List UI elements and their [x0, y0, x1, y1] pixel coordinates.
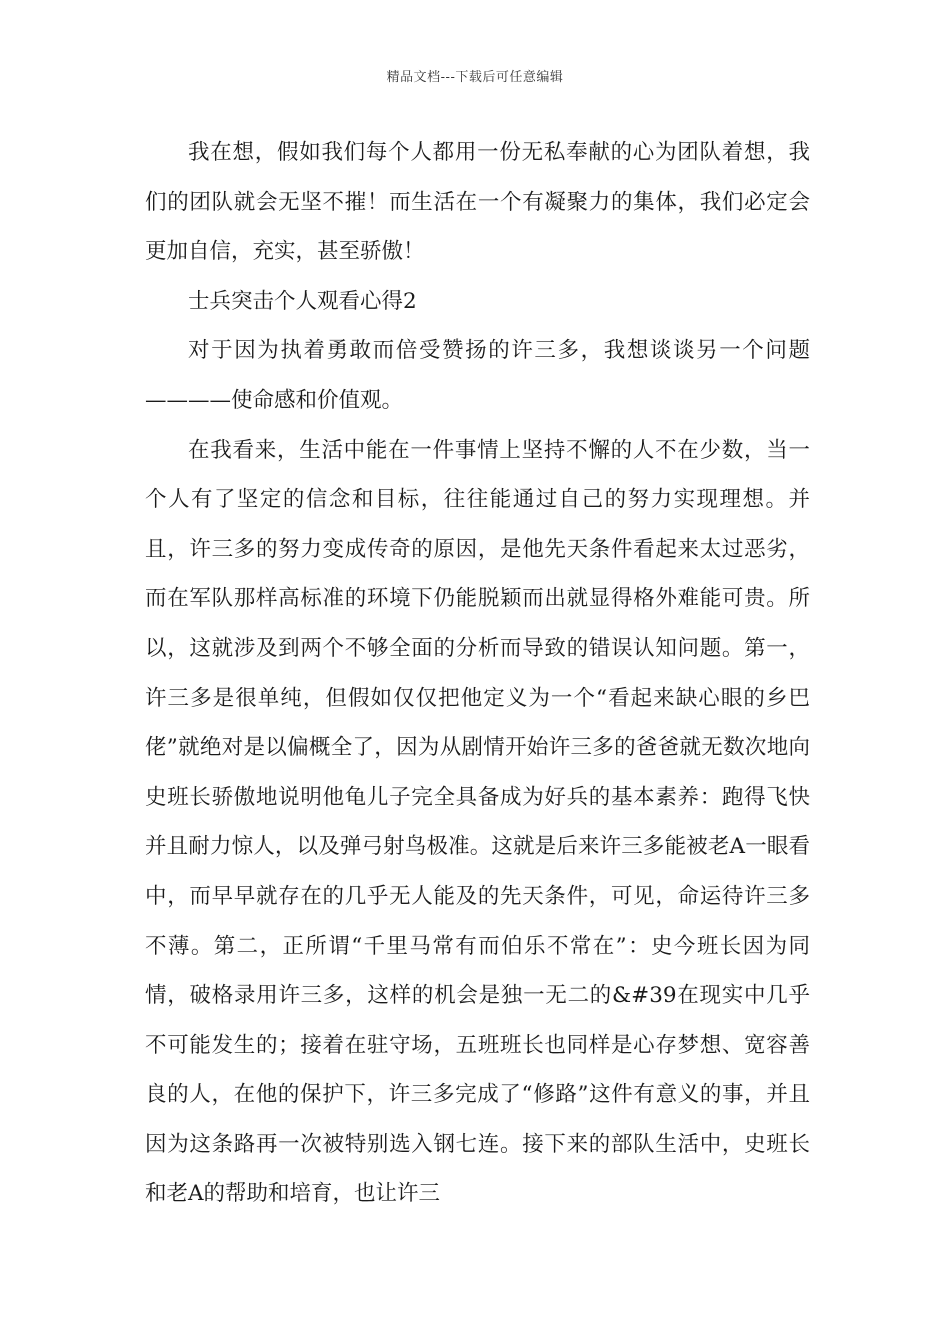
document-body — [145, 128, 810, 1219]
section-heading: 士兵突击个人观看心得2 — [188, 288, 417, 314]
page-header: 精品文档---下载后可任意编辑 — [386, 70, 564, 85]
paragraph-teamwork: 我在想，假如我们每个人都用一份无私奉献的心为团队着想，我们的团队就会无坚不摧！而生活在一个有凝聚力的集体，我们必定会更加自信，充实，甚至骄傲！ — [145, 140, 810, 265]
paragraph-intro: 对于因为执着勇敢而倍受赞扬的许三多，我想谈谈另一个问题————使命感和价值观。 — [145, 338, 810, 413]
paragraph-analysis: 在我看来，生活中能在一件事情上坚持不懈的人不在少数，当一个人有了坚定的信念和目标，往往能通过自己的努力实现理想。并且，许三多的努力变成传奇的原因，是他先天条件看起来太过恶劣，而在军队那样高标准的环境下仍能脱颖而出就显得格外难能可贵。所以，这就涉及到两个不够全面的分析而导致的错误认知问题。第一，许三多是很单纯，但假如仅仅把他定义为一个“看起来缺心眼的乡巴佬”就绝对是以偏概全了，因为从剧情开始许三多的爸爸就无数次地向史班长骄傲地说明他龟儿子完全具备成为好兵的基本素养：跑得飞快并且耐力惊人，以及弹弓射鸟极准。这就是后来许三多能被老A一眼看中，而早早就存在的几乎无人能及的先天条件，可见，命运待许三多不薄。第二，正所谓“千里马常有而伯乐不常在”：史今班长因为同情，破格录用许三多，这样的机会是独一无二的&#39在现实中几乎不可能发生的；接着在驻守场，五班班长也同样是心存梦想、宽容善良的人，在他的保护下，许三多完成了“修路”这件有意义的事，并且因为这条路再一次被特别选入钢七连。接下来的部队生活中，史班长和老A的帮助和培育，也让许三 — [145, 437, 810, 1207]
